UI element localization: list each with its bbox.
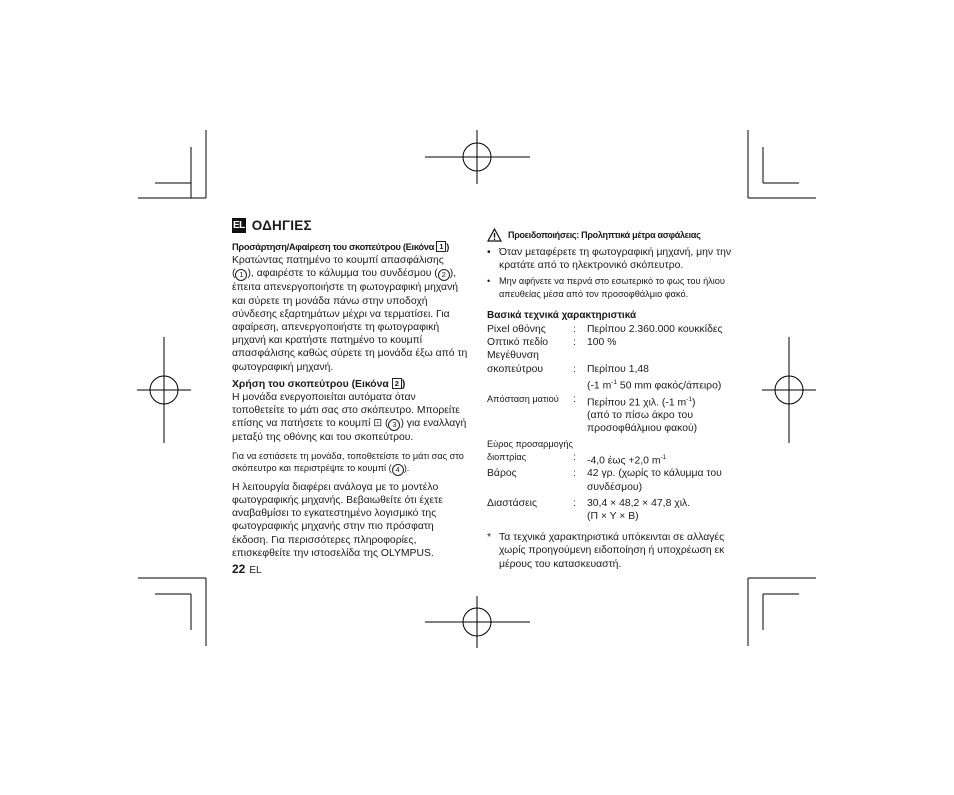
spec-row: (-1 $m^{-1}$ 50 mm φακός/άπειρο)	[587, 378, 722, 392]
specs-heading: Βασικά τεχνικά χαρακτηριστικά	[487, 309, 637, 321]
list-item: • Μην αφήνετε να περνά στο εσωτερικό το φως του ήλιου απευθείας μέσα από τον προσοφθάλμιο φακό.	[487, 276, 725, 299]
language-badge: EL	[233, 220, 245, 231]
spec-row: Βάρος : 42 γρ. (χωρίς το κάλυμμα του συνδέσμου)	[487, 468, 722, 493]
callout-number: 2	[438, 269, 450, 281]
registration-mark-right	[762, 337, 816, 443]
usage-text: Η μονάδα ενεργοποιείται αυτόματα όταν τοποθετείτε το μάτι σας στο σκόπευτρο. Μπορείτε επίσης να πατήσετε το κουμπί ⊡ ( 3 ) για εναλλαγή μεταξύ της οθόνης και του σκοπεύτρου.	[232, 392, 467, 444]
section-header	[232, 218, 470, 233]
focus-text: Για να εστιάσετε τη μονάδα, τοποθετείστε το μάτι σας στο σκόπευτρο και περιστρέψτε το κουμπί ( 4 ).	[232, 450, 464, 474]
spec-row: διοπτρίας : -4,0 έως +2,0 $m^{-1}$	[487, 451, 667, 467]
page-number: 22 EL	[232, 562, 262, 577]
spec-row: Απόσταση ματιού : Περίπου 21 χιλ. (-1 $m^{-1}$)	[487, 393, 696, 408]
usage-heading: Χρήση του σκοπεύτρου (Εικόνα 2 )	[232, 378, 406, 390]
callout-number: 1	[235, 269, 247, 281]
page-title: ΟΔΗΓΙΕΣ	[251, 217, 312, 233]
registration-mark-bottom	[425, 596, 530, 648]
callout-number: 4	[392, 464, 404, 476]
spec-row: Pixel οθόνης : Περίπου 2.360.000 κουκκίδες	[487, 324, 723, 336]
attach-remove-heading: Προσάρτηση/Αφαίρεση του σκοπεύτρου (Εικόνα 1 )	[232, 242, 450, 252]
spec-row: Εύρος προσαρμογής	[487, 438, 573, 449]
lv-button-icon: ⊡	[373, 418, 383, 430]
registration-mark-top	[425, 130, 530, 184]
attach-remove-text: Κρατώντας πατημένο το κουμπί απασφάλισης ( 1 ), αφαιρέστε το κάλυμμα του συνδέσμου ( 2 ), έπειτα απενεργοποιήστε τη φωτογραφική μηχανή και σύρετε τη μονάδα πάνω στην υποδοχή σύνδεσης εξαρτημάτων μέχρι να τερματίσει. Για αφαίρεση, απενεργοποιήστε τη φωτογραφική μηχανή και κρατήστε πατημένο το κουμπί απασφάλισης καθώς σύρετε τη μονάδα έξω από τη φωτογραφική μηχανή.	[232, 255, 468, 373]
firmware-text: Η λειτουργία διαφέρει ανάλογα με το μοντέλο φωτογραφικής μηχανής. Βεβαιωθείτε ότι έχετε αναβαθμίσει το εγκατεστημένο λογισμικό της φωτογραφικής μηχανής στην πιο πρόσφατη έκδοση. Για περισσότερες πληροφορίες, επισκεφθείτε την ιστοσελίδα της OLYMPUS.	[232, 481, 443, 559]
left-column	[232, 218, 470, 577]
figure-number: 2	[392, 378, 402, 389]
figure-number: 1	[436, 241, 446, 252]
spec-row: Μεγέθυνση	[487, 350, 539, 362]
list-item: • Όταν μεταφέρετε τη φωτογραφική μηχανή, μην την κρατάτε από το ηλεκτρονικό σκόπευτρο.	[487, 247, 732, 272]
right-column	[487, 228, 737, 571]
warning-icon	[487, 228, 502, 242]
registration-mark-left	[137, 337, 191, 443]
spec-row: Διαστάσεις : 30,4 × 48,2 × 47,8 χιλ. (Π × Υ × Β)	[487, 497, 691, 523]
warning-header: Προειδοποιήσεις: Προληπτικά μέτρα ασφάλειας	[487, 228, 737, 242]
spec-row: Οπτικό πεδίο : 100 %	[487, 337, 617, 349]
spec-row: σκοπεύτρου : Περίπου 1,48	[487, 363, 649, 375]
spec-row: (από το πίσω άκρο του προσοφθάλμιου φακού)	[587, 410, 698, 435]
footnote: * Τα τεχνικά χαρακτηριστικά υπόκεινται σε αλλαγές χωρίς προηγούμενη ειδοποίηση ή υποχρέωση εκ μέρους του κατασκευαστή.	[487, 532, 725, 570]
callout-number: 3	[388, 419, 400, 431]
